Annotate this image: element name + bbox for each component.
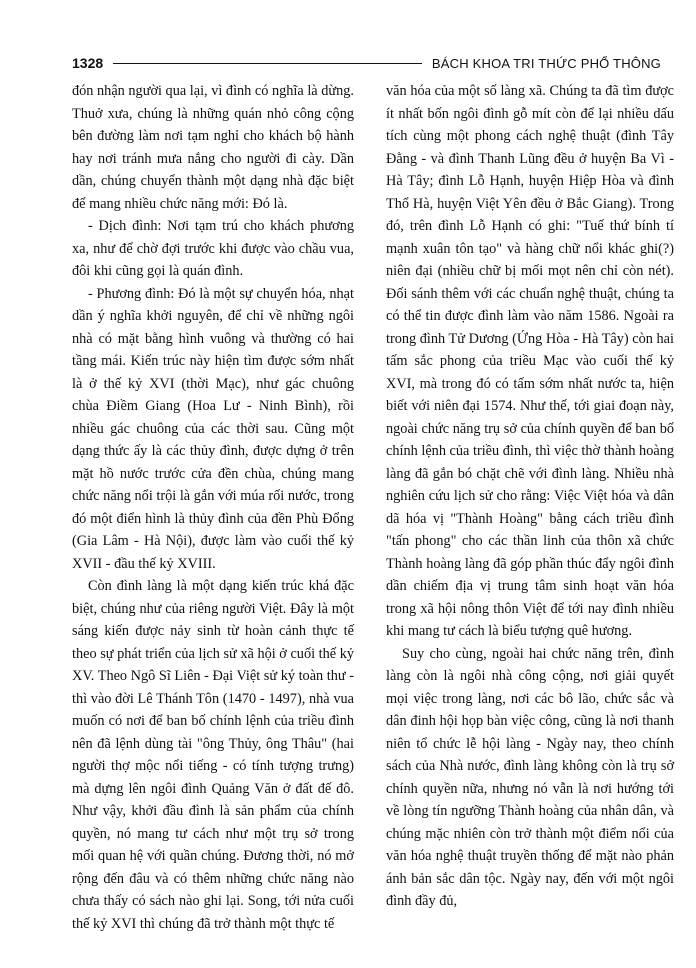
running-title: BÁCH KHOA TRI THỨC PHỔ THÔNG — [431, 55, 661, 71]
paragraph: Suy cho cùng, ngoài hai chức năng trên, đình làng còn là ngôi nhà công cộng, nơi giải quyết mọi việc trong làng, nơi các bô lão, chức sắc và dân đinh hội họp bàn việc công, cũng là nơi thanh niên tổ chức lễ hội làng - Ngày nay, theo chính sách của Nhà nước, đình làng không còn là trụ sở chính quyền nữa, nhưng nó vẫn là nơi hướng tới về lòng tín ngưỡng Thành hoàng của nhân dân, và chúng mặc nhiên còn trở thành một điểm nổi của văn hóa nghệ thuật truyền thống để mặt nào phản ánh bản sắc dân tộc. Ngày nay, đến với một ngôi đình đầy đủ, — [386, 645, 674, 909]
page-number: 1328 — [72, 55, 104, 71]
left-column — [72, 80, 354, 935]
paragraph: đón nhận người qua lại, vì đình có nghĩa là dừng. Thuở xưa, chúng là những quán nhỏ công cộng bên đường làm nơi tạm nghỉ cho khách bộ hành hay nơi tránh mưa nắng cho người đi cày. Dần dần, chúng chuyển thành một dạng nhà đặc biệt để mang nhiều chức năng mới: Đó là. — [72, 83, 354, 212]
paragraph: - Phương đình: Đó là một sự chuyển hóa, nhạt dần ý nghĩa khởi nguyên, để chỉ về những ngôi nhà có mặt bằng hình vuông và thường có hai tầng mái. Kiến trúc này hiện tìm được sớm nhất là ở thế kỷ XVI (thời Mạc), như gác chuông chùa Điềm Giang (Hoa Lư - Ninh Bình), rồi nhiều gác chuông của các thời sau. Cũng một dạng thức ấy là các thủy đình, được dựng ở trên mặt hồ nước trước cửa đền chùa, chúng mang chức năng nổi trội là gắn với múa rối nước, trong đó một điển hình là thủy đình của đền Phù Đổng (Gia Lâm - Hà Nội), được làm vào cuối thế kỷ XVII - đầu thế kỷ XVIII. — [72, 285, 354, 572]
paragraph: văn hóa của một số làng xã. Chúng ta đã tìm được ít nhất bốn ngôi đình gỗ mít còn để lại nhiều dấu tích cùng một phong cách nghệ thuật (đình Tây Đằng - và đình Thanh Lũng đều ở huyện Ba Vì - Hà Tây; đình Lỗ Hạnh, huyện Hiệp Hòa và đình Thổ Hà, huyện Việt Yên đều ở Bắc Giang). Trong đó, trên đình Lỗ Hạnh có ghi: "Tuế thứ bính tí mạnh xuân tôn tạo" và hàng chữ nổi khác ghi(?) niên đại (nhiều chữ bị mối mọt nên chỉ còn nét). Đối sánh thêm với các chuẩn nghệ thuật, chúng ta có thể tin được đình làm vào năm 1586. Ngoài ra trong đình Tử Dương (Ứng Hòa - Hà Tây) còn hai tấm sắc phong của triều Mạc vào cuối thế kỷ XVI, mà trong đó có tấm sớm nhất nước ta, hiện biết với niên đại 1574. Như thế, tới giai đoạn này, ngoài chức năng trụ sở của chính quyền để ban bố chính lệnh của triều đình, thì việc thờ thành hoàng làng đã gắn bó chặt chẽ với đình làng. Nhiều nhà nghiên cứu lịch sử cho rằng: Việc Việt hóa và dân dã hóa vị "Thành Hoàng" bằng cách triều đình "tấn phong" cho các thần linh của thôn xã chức Thành hoàng làng đã góp phần thúc đẩy ngôi đình dần chiếm địa vị trung tâm sinh hoạt văn hóa trong xã hội nông thôn Việt để tới nay đình nhiều khi mang tư cách là biểu tượng quê hương. — [386, 83, 674, 639]
page-header — [72, 52, 661, 74]
header-rule — [113, 63, 422, 64]
right-column — [386, 80, 674, 913]
paragraph: - Dịch đình: Nơi tạm trú cho khách phương xa, như để chờ đợi trước khi được vào chầu vua, đôi khi cũng gọi là quán đình. — [72, 218, 354, 279]
paragraph: Còn đình làng là một dạng kiến trúc khá đặc biệt, chúng như của riêng người Việt. Đây là một sáng kiến được nảy sinh từ hoàn cảnh thực tế theo sự phát triển của lịch sử xã hội ở cuối thế kỷ XV. Theo Ngô Sĩ Liên - Đại Việt sử ký toàn thư - thì vào đời Lê Thánh Tôn (1470 - 1497), nhà vua muốn có nơi để ban bố chính lệnh của triều đình nên đã lệnh dùng tài "ông Thủy, ông Thâu" (hai người thợ mộc nổi tiếng - có tính tượng trưng) mà dựng lên ngôi đình Quảng Văn ở đất đế đô. Như vậy, khởi đầu đình là sản phẩm của chính quyền, nó mang tư cách như một trụ sở trong mối quan hệ với quần chúng. Đương thời, nó mở rộng đến đâu và có thêm những chức năng nào chưa thấy có sách nào ghi lại. Song, tới nửa cuối thế kỷ XVI thì chúng đã trở thành một thực tế — [72, 578, 354, 932]
